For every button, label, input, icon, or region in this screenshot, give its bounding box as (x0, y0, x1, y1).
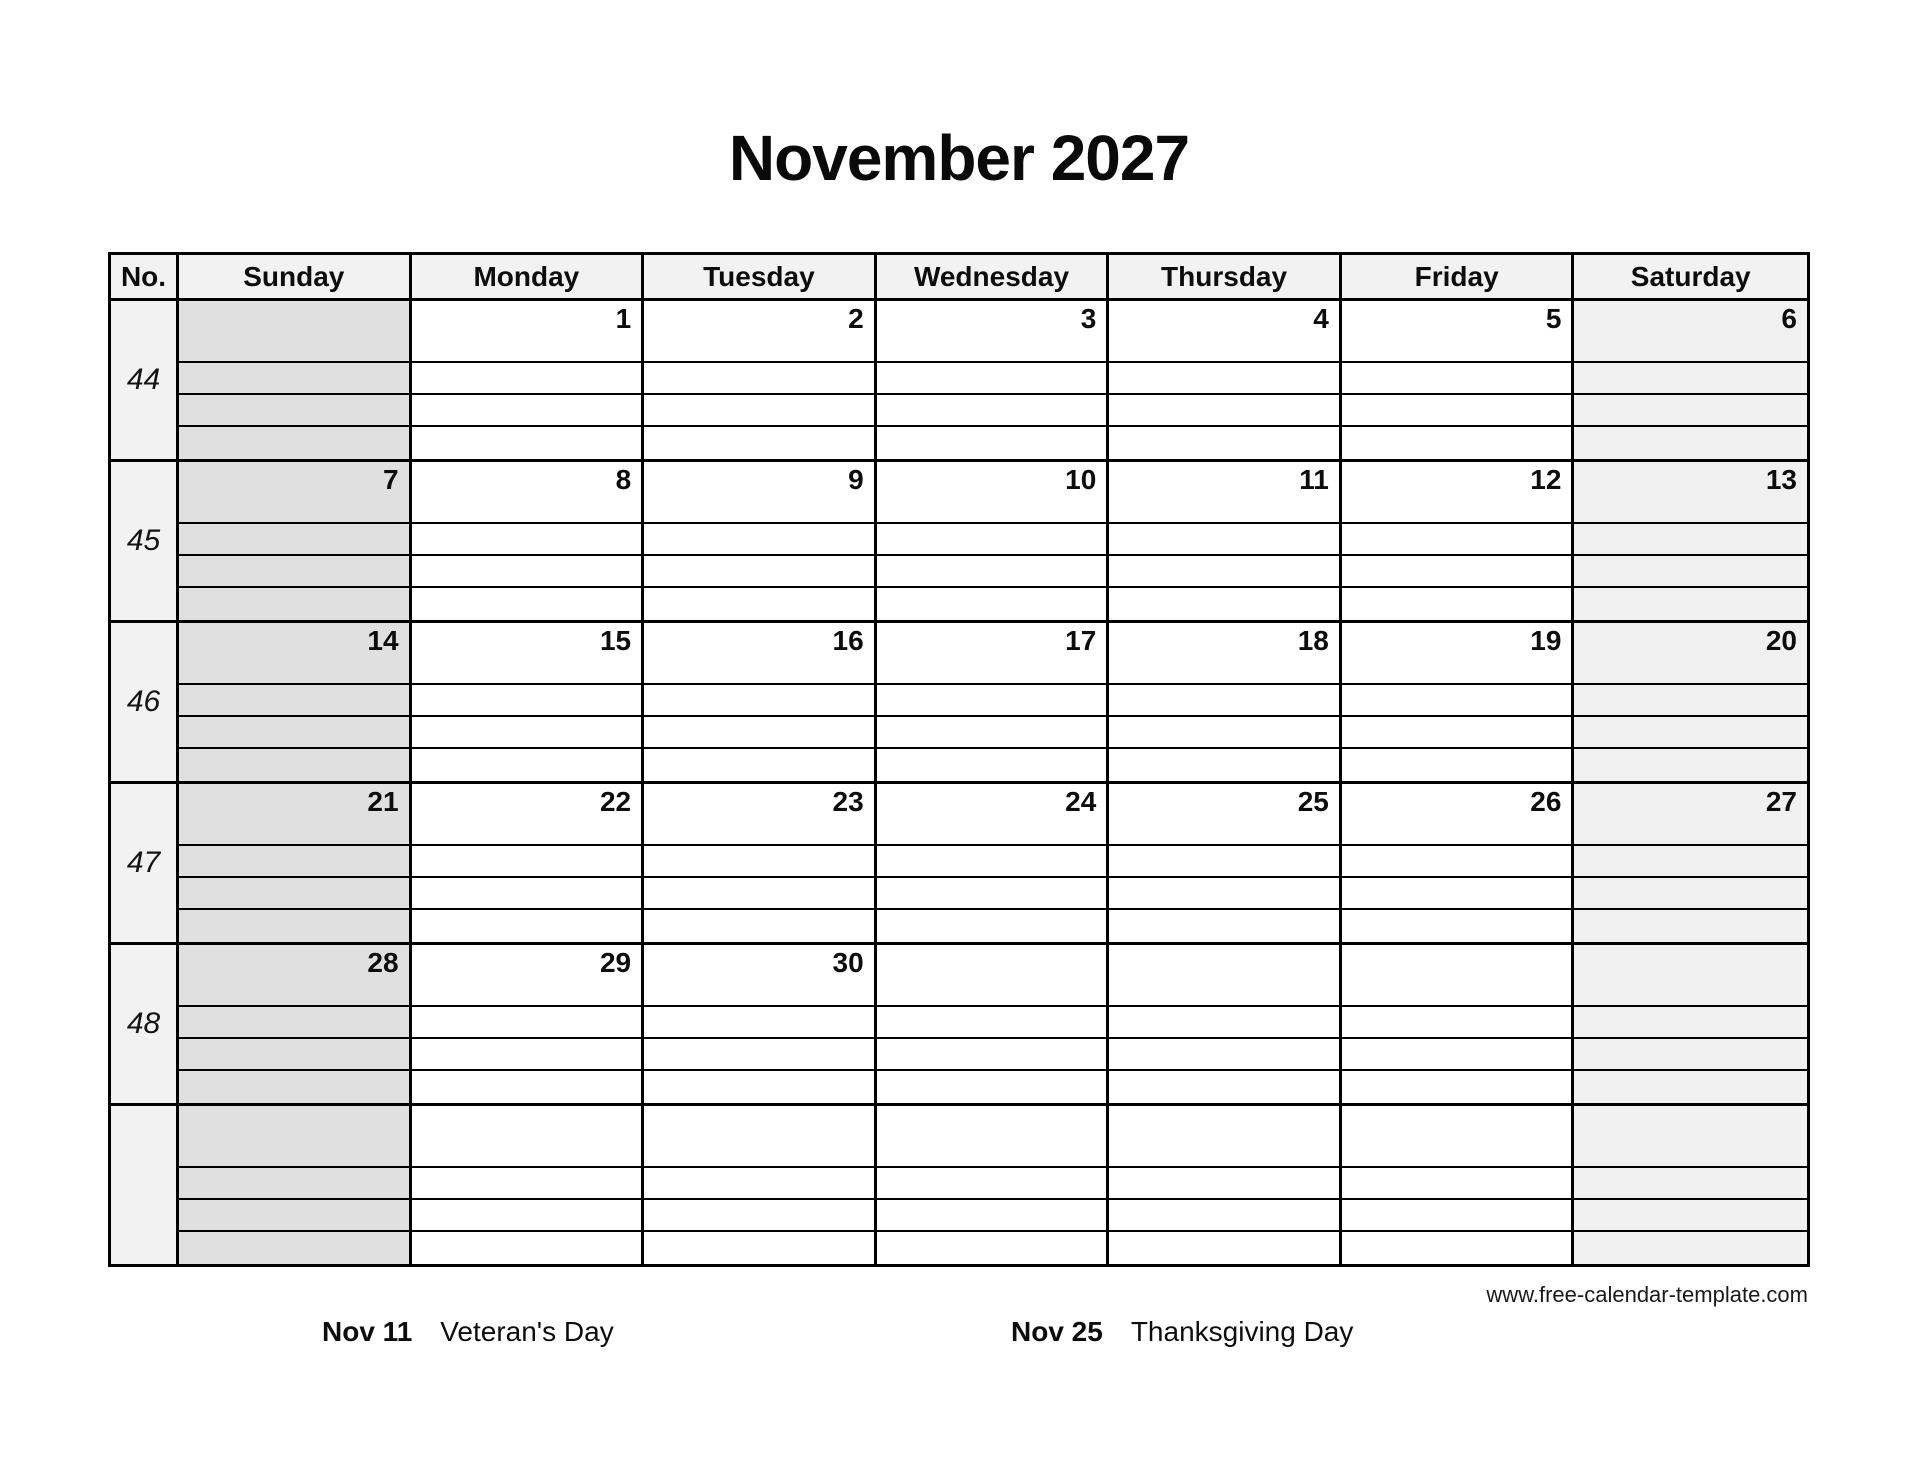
writing-line (877, 1007, 1107, 1039)
column-header-monday: Monday (412, 255, 645, 301)
writing-line (1342, 1039, 1572, 1071)
writing-line (412, 556, 642, 588)
writing-line (412, 1039, 642, 1071)
writing-line (644, 1232, 874, 1264)
writing-line (1342, 1232, 1572, 1264)
column-header-saturday: Saturday (1574, 255, 1807, 301)
day-number: 3 (877, 301, 1107, 363)
writing-line (179, 910, 409, 942)
writing-line (179, 556, 409, 588)
day-cell (1574, 462, 1807, 623)
writing-line (1109, 1168, 1339, 1200)
day-number (1574, 945, 1807, 1007)
day-cell (412, 301, 645, 462)
writing-line (412, 1200, 642, 1232)
writing-line (179, 1007, 409, 1039)
writing-line (1342, 1071, 1572, 1103)
writing-line (1342, 588, 1572, 620)
week-number-cell: 44 (111, 301, 179, 462)
writing-line (1109, 685, 1339, 717)
writing-line (179, 395, 409, 427)
writing-line (412, 1071, 642, 1103)
day-number: 29 (412, 945, 642, 1007)
day-cell (1109, 623, 1342, 784)
writing-line (1109, 524, 1339, 556)
writing-line (877, 524, 1107, 556)
day-number: 15 (412, 623, 642, 685)
day-number: 26 (1342, 784, 1572, 846)
holiday-name: Veteran's Day (440, 1316, 614, 1347)
day-number: 8 (412, 462, 642, 524)
writing-line (1342, 427, 1572, 459)
writing-line (1574, 363, 1807, 395)
writing-line (1574, 1200, 1807, 1232)
writing-line (1109, 910, 1339, 942)
day-number (412, 1106, 642, 1168)
writing-line (644, 1071, 874, 1103)
writing-line (877, 846, 1107, 878)
day-cell (644, 1106, 877, 1264)
day-cell (1574, 301, 1807, 462)
writing-line (1109, 556, 1339, 588)
day-number: 25 (1109, 784, 1339, 846)
writing-line (1109, 395, 1339, 427)
writing-line (179, 363, 409, 395)
day-number (179, 1106, 409, 1168)
day-number: 10 (877, 462, 1107, 524)
writing-line (877, 1039, 1107, 1071)
holiday-name: Thanksgiving Day (1130, 1316, 1354, 1347)
column-header-wednesday: Wednesday (877, 255, 1110, 301)
writing-line (179, 1168, 409, 1200)
day-number: 13 (1574, 462, 1807, 524)
day-number (1109, 1106, 1339, 1168)
day-cell (179, 462, 412, 623)
day-cell (644, 784, 877, 945)
writing-line (877, 427, 1107, 459)
writing-line (179, 717, 409, 749)
day-number (1574, 1106, 1807, 1168)
writing-line (644, 588, 874, 620)
writing-line (644, 1168, 874, 1200)
day-number: 9 (644, 462, 874, 524)
writing-line (644, 717, 874, 749)
writing-line (877, 1200, 1107, 1232)
writing-line (412, 717, 642, 749)
writing-line (1342, 717, 1572, 749)
day-number (877, 945, 1107, 1007)
day-number: 20 (1574, 623, 1807, 685)
writing-line (877, 395, 1107, 427)
column-header-sunday: Sunday (179, 255, 412, 301)
writing-line (179, 846, 409, 878)
day-number: 16 (644, 623, 874, 685)
writing-line (1342, 749, 1572, 781)
writing-line (412, 1232, 642, 1264)
writing-line (1342, 1168, 1572, 1200)
week-row-44 (111, 301, 1807, 462)
writing-line (179, 685, 409, 717)
writing-line (877, 363, 1107, 395)
week-row-45 (111, 462, 1807, 623)
writing-line (179, 878, 409, 910)
writing-line (412, 588, 642, 620)
writing-line (179, 588, 409, 620)
day-cell (179, 784, 412, 945)
day-cell (1109, 301, 1342, 462)
writing-line (179, 427, 409, 459)
day-number: 4 (1109, 301, 1339, 363)
writing-line (1574, 685, 1807, 717)
day-number: 28 (179, 945, 409, 1007)
day-number: 23 (644, 784, 874, 846)
writing-line (1342, 363, 1572, 395)
writing-line (179, 1232, 409, 1264)
day-cell (1574, 945, 1807, 1106)
writing-line (644, 685, 874, 717)
writing-line (877, 1168, 1107, 1200)
day-cell (1574, 1106, 1807, 1264)
day-cell (1342, 945, 1575, 1106)
writing-line (877, 588, 1107, 620)
day-cell (412, 462, 645, 623)
writing-line (644, 749, 874, 781)
day-cell (877, 1106, 1110, 1264)
writing-line (644, 878, 874, 910)
day-number: 19 (1342, 623, 1572, 685)
writing-line (644, 395, 874, 427)
writing-line (412, 846, 642, 878)
day-cell (644, 623, 877, 784)
writing-line (1342, 395, 1572, 427)
day-cell (1109, 1106, 1342, 1264)
writing-line (412, 685, 642, 717)
writing-line (1574, 717, 1807, 749)
day-number: 5 (1342, 301, 1572, 363)
day-cell (412, 784, 645, 945)
week-row-46 (111, 623, 1807, 784)
day-number (877, 1106, 1107, 1168)
writing-line (1342, 910, 1572, 942)
holiday-item-thanksgiving-day (1011, 1316, 1353, 1348)
writing-line (1109, 363, 1339, 395)
writing-line (877, 749, 1107, 781)
day-number: 14 (179, 623, 409, 685)
writing-line (1574, 878, 1807, 910)
day-number: 11 (1109, 462, 1339, 524)
writing-line (1109, 749, 1339, 781)
week-row-empty (111, 1106, 1807, 1264)
day-cell (412, 945, 645, 1106)
writing-line (644, 427, 874, 459)
writing-line (1574, 846, 1807, 878)
day-cell (1342, 623, 1575, 784)
writing-line (1342, 524, 1572, 556)
day-number: 12 (1342, 462, 1572, 524)
writing-line (1574, 1039, 1807, 1071)
writing-line (877, 556, 1107, 588)
day-number: 24 (877, 784, 1107, 846)
day-cell (877, 623, 1110, 784)
day-cell (412, 623, 645, 784)
website-url: www.free-calendar-template.com (1486, 1282, 1808, 1307)
writing-line (412, 524, 642, 556)
day-cell (412, 1106, 645, 1264)
day-number: 18 (1109, 623, 1339, 685)
writing-line (644, 1200, 874, 1232)
day-cell (877, 784, 1110, 945)
day-number (1109, 945, 1339, 1007)
writing-line (1574, 427, 1807, 459)
writing-line (1574, 588, 1807, 620)
writing-line (1574, 524, 1807, 556)
writing-line (1342, 556, 1572, 588)
day-cell (877, 945, 1110, 1106)
day-cell (1342, 784, 1575, 945)
day-number: 1 (412, 301, 642, 363)
holiday-item-veterans-day (322, 1316, 614, 1348)
writing-line (1574, 910, 1807, 942)
holiday-date: Nov 25 (1011, 1316, 1103, 1347)
calendar-table (108, 252, 1810, 1267)
header-row (111, 255, 1807, 301)
day-number (1342, 945, 1572, 1007)
day-cell (1342, 462, 1575, 623)
day-number (1342, 1106, 1572, 1168)
day-cell (179, 945, 412, 1106)
writing-line (1574, 395, 1807, 427)
day-cell (1109, 784, 1342, 945)
writing-line (1109, 1200, 1339, 1232)
writing-line (644, 846, 874, 878)
writing-line (644, 1007, 874, 1039)
writing-line (1109, 878, 1339, 910)
day-cell (1109, 945, 1342, 1106)
writing-line (1109, 427, 1339, 459)
writing-line (412, 427, 642, 459)
writing-line (179, 524, 409, 556)
day-cell (877, 462, 1110, 623)
writing-line (1342, 1200, 1572, 1232)
day-cell (644, 945, 877, 1106)
day-cell (1342, 301, 1575, 462)
writing-line (1574, 1168, 1807, 1200)
writing-line (1574, 749, 1807, 781)
writing-line (412, 1168, 642, 1200)
column-header-thursday: Thursday (1109, 255, 1342, 301)
week-number-cell: 48 (111, 945, 179, 1106)
day-cell (179, 1106, 412, 1264)
day-cell (1574, 623, 1807, 784)
writing-line (179, 1039, 409, 1071)
writing-line (1342, 1007, 1572, 1039)
column-header-tuesday: Tuesday (644, 255, 877, 301)
day-number: 22 (412, 784, 642, 846)
writing-line (1109, 1007, 1339, 1039)
writing-line (179, 749, 409, 781)
writing-line (179, 1200, 409, 1232)
column-header-no: No. (111, 255, 179, 301)
writing-line (877, 717, 1107, 749)
writing-line (412, 363, 642, 395)
writing-line (644, 363, 874, 395)
week-number-cell: 47 (111, 784, 179, 945)
writing-line (412, 749, 642, 781)
week-number-cell: 45 (111, 462, 179, 623)
day-cell (644, 462, 877, 623)
day-number (644, 1106, 874, 1168)
writing-line (1109, 717, 1339, 749)
day-cell (179, 623, 412, 784)
day-number: 2 (644, 301, 874, 363)
day-number: 27 (1574, 784, 1807, 846)
writing-line (644, 524, 874, 556)
writing-line (644, 1039, 874, 1071)
writing-line (1109, 1039, 1339, 1071)
week-number-cell: 46 (111, 623, 179, 784)
writing-line (877, 910, 1107, 942)
day-number: 30 (644, 945, 874, 1007)
week-row-47 (111, 784, 1807, 945)
writing-line (1342, 878, 1572, 910)
day-cell (179, 301, 412, 462)
writing-line (877, 878, 1107, 910)
writing-line (1574, 556, 1807, 588)
writing-line (1574, 1071, 1807, 1103)
writing-line (1342, 685, 1572, 717)
writing-line (1342, 846, 1572, 878)
writing-line (412, 878, 642, 910)
week-row-48 (111, 945, 1807, 1106)
writing-line (644, 910, 874, 942)
writing-line (412, 1007, 642, 1039)
column-header-friday: Friday (1342, 255, 1575, 301)
writing-line (644, 556, 874, 588)
day-cell (1574, 784, 1807, 945)
day-number: 17 (877, 623, 1107, 685)
writing-line (877, 1232, 1107, 1264)
writing-line (412, 395, 642, 427)
writing-line (877, 685, 1107, 717)
day-number (179, 301, 409, 363)
writing-line (179, 1071, 409, 1103)
writing-line (1109, 846, 1339, 878)
holiday-date: Nov 11 (322, 1316, 413, 1347)
page-title: November 2027 (728, 122, 1190, 194)
day-number: 7 (179, 462, 409, 524)
writing-line (1574, 1007, 1807, 1039)
day-cell (1109, 462, 1342, 623)
day-cell (644, 301, 877, 462)
week-number-cell (111, 1106, 179, 1264)
writing-line (1109, 1232, 1339, 1264)
writing-line (1574, 1232, 1807, 1264)
writing-line (1109, 1071, 1339, 1103)
day-cell (1342, 1106, 1575, 1264)
day-cell (877, 301, 1110, 462)
day-number: 21 (179, 784, 409, 846)
day-number: 6 (1574, 301, 1807, 363)
writing-line (1109, 588, 1339, 620)
writing-line (412, 910, 642, 942)
writing-line (877, 1071, 1107, 1103)
